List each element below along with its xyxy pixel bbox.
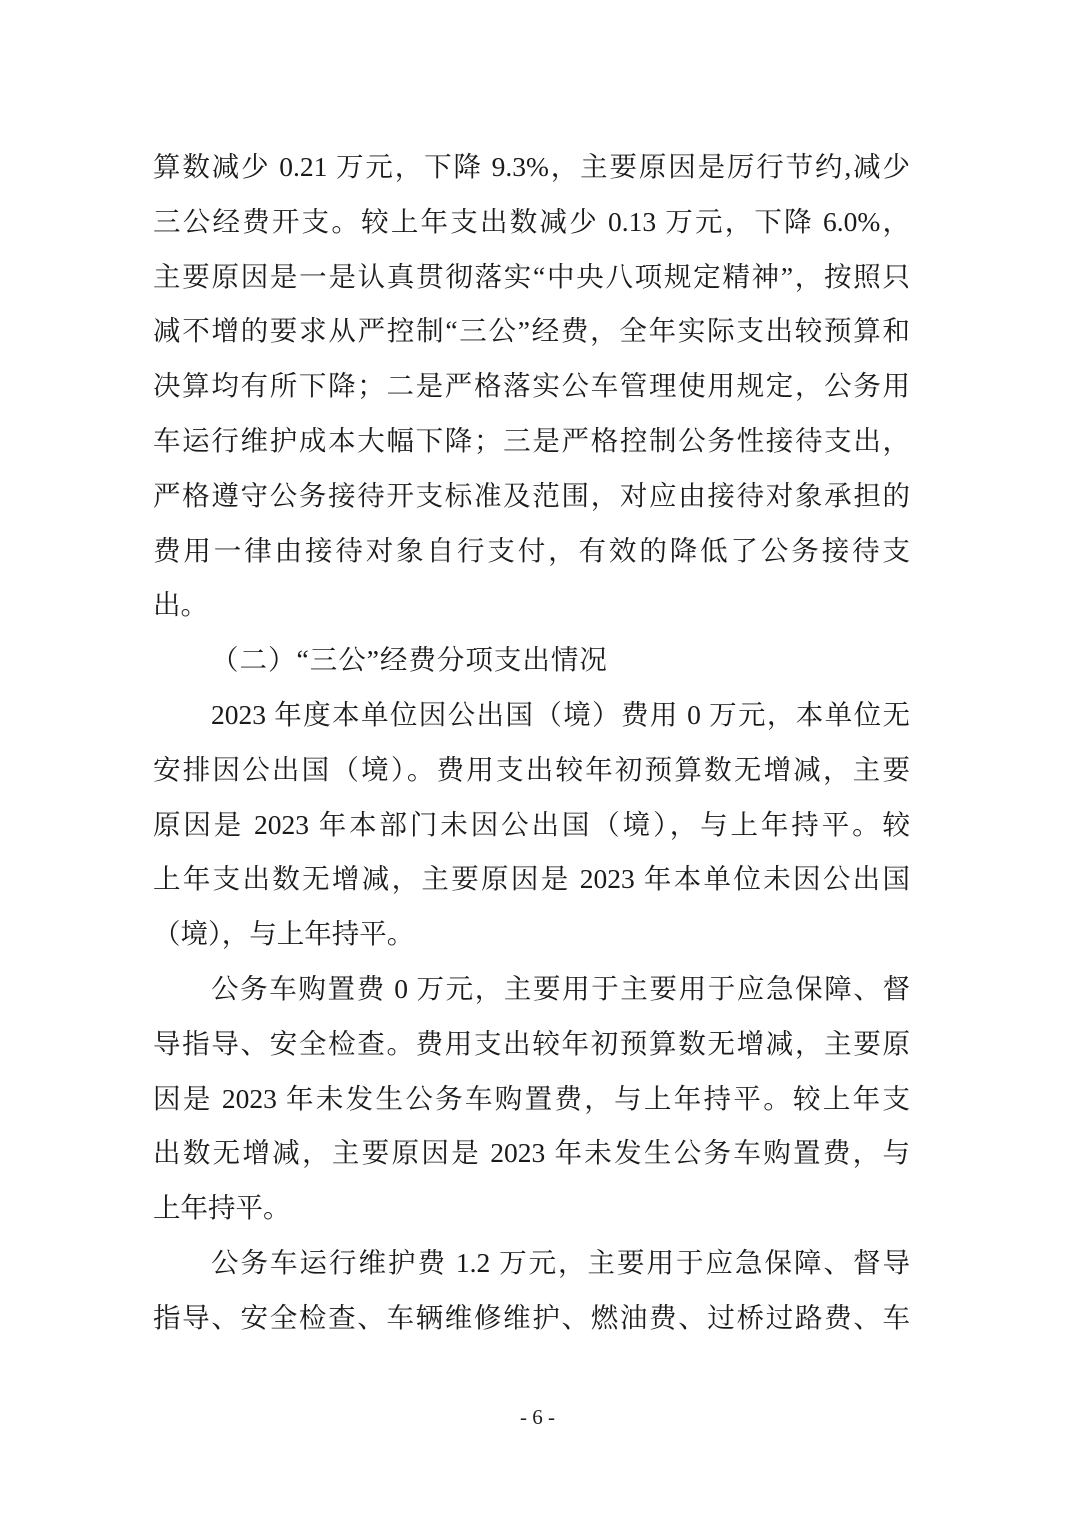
paragraph: [153, 688, 910, 962]
text-line: 车运行维护成本大幅下降；三是严格控制公务性接待支出，: [153, 424, 910, 456]
text-line: 2023 年度本单位因公出国（境）费用 0 万元，本单位无: [211, 698, 910, 730]
text-line: 主要原因是一是认真贯彻落实“中央八项规定精神”，按照只: [153, 260, 910, 292]
text-line: 出数无增减，主要原因是 2023 年未发生公务车购置费，与: [153, 1137, 910, 1169]
section-heading: （二）“三公”经费分项支出情况: [211, 644, 608, 676]
text-line: 安排因公出国（境）。费用支出较年初预算数无增减，主要: [153, 753, 910, 785]
text-line: 三公经费开支。较上年支出数减少 0.13 万元，下降 6.0%，: [153, 205, 910, 237]
text-line: 算数减少 0.21 万元，下降 9.3%，主要原因是厉行节约,减少: [153, 151, 910, 182]
paragraph: [153, 140, 910, 633]
text-line: 出。: [153, 589, 208, 621]
text-line: 公务车购置费 0 万元，主要用于主要用于应急保障、督: [211, 972, 910, 1004]
paragraph: [153, 633, 910, 688]
text-line: 导指导、安全检查。费用支出较年初预算数无增减，主要原: [153, 1027, 910, 1059]
text-line: 费用一律由接待对象自行支付，有效的降低了公务接待支: [153, 534, 910, 566]
text-line: 原因是 2023 年本部门未因公出国（境），与上年持平。较: [153, 808, 910, 840]
text-line: 公务车运行维护费 1.2 万元，主要用于应急保障、督导: [211, 1246, 910, 1278]
text-line: （境），与上年持平。: [153, 918, 415, 950]
paragraph: [153, 962, 910, 1236]
paragraph: [153, 1236, 910, 1346]
text-line: 决算均有所下降；二是严格落实公车管理使用规定，公务用: [153, 370, 910, 402]
text-line: 减不增的要求从严控制“三公”经费，全年实际支出较预算和: [153, 315, 910, 347]
text-line: 因是 2023 年未发生公务车购置费，与上年持平。较上年支: [153, 1082, 910, 1114]
text-line: 上年持平。: [153, 1192, 291, 1224]
page-text-block: [153, 140, 910, 1346]
page-number: - 6 -: [520, 1405, 555, 1429]
text-line: 上年支出数无增减，主要原因是 2023 年本单位未因公出国: [153, 863, 910, 895]
text-line: 严格遵守公务接待开支标准及范围，对应由接待对象承担的: [153, 479, 910, 511]
text-line: 指导、安全检查、车辆维修维护、燃油费、过桥过路费、车: [153, 1301, 910, 1333]
